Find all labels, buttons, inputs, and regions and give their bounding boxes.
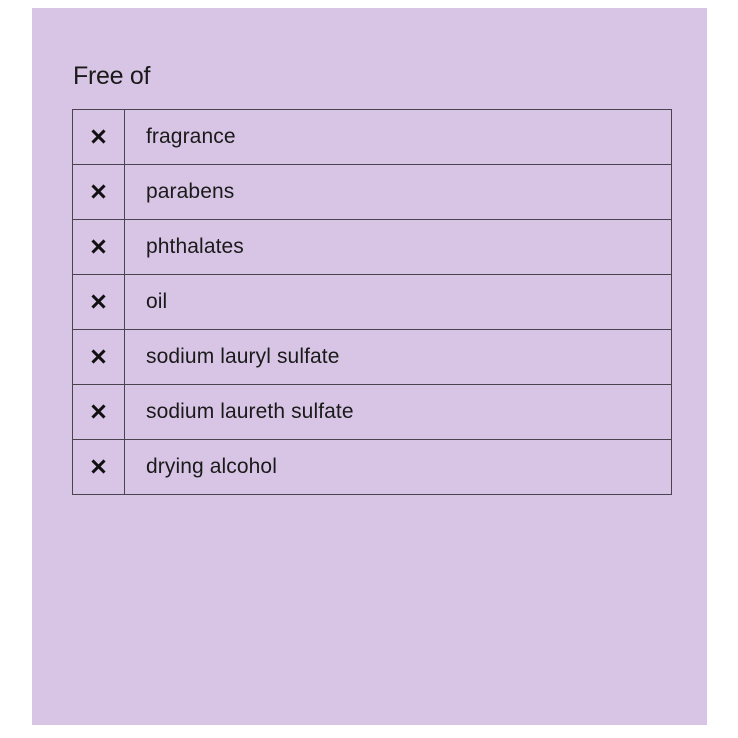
x-mark-icon bbox=[92, 460, 106, 474]
table-row bbox=[73, 220, 672, 275]
table-row bbox=[73, 165, 672, 220]
ingredient-label: sodium laureth sulfate bbox=[125, 385, 672, 440]
x-mark-icon bbox=[92, 295, 106, 309]
mark-cell bbox=[73, 385, 125, 440]
free-of-panel bbox=[32, 8, 707, 725]
x-mark-icon bbox=[92, 130, 106, 144]
panel-title: Free of bbox=[73, 62, 151, 90]
ingredient-label: drying alcohol bbox=[125, 440, 672, 495]
ingredient-label: phthalates bbox=[125, 220, 672, 275]
ingredient-label: fragrance bbox=[125, 110, 672, 165]
table-row bbox=[73, 440, 672, 495]
table-row bbox=[73, 385, 672, 440]
mark-cell bbox=[73, 110, 125, 165]
mark-cell bbox=[73, 440, 125, 495]
mark-cell bbox=[73, 165, 125, 220]
x-mark-icon bbox=[92, 185, 106, 199]
table-row bbox=[73, 275, 672, 330]
mark-cell bbox=[73, 330, 125, 385]
x-mark-icon bbox=[92, 405, 106, 419]
table-row bbox=[73, 330, 672, 385]
table-row bbox=[73, 110, 672, 165]
mark-cell bbox=[73, 275, 125, 330]
free-of-table bbox=[72, 109, 672, 495]
ingredient-label: sodium lauryl sulfate bbox=[125, 330, 672, 385]
x-mark-icon bbox=[92, 240, 106, 254]
mark-cell bbox=[73, 220, 125, 275]
x-mark-icon bbox=[92, 350, 106, 364]
ingredient-label: oil bbox=[125, 275, 672, 330]
ingredient-label: parabens bbox=[125, 165, 672, 220]
